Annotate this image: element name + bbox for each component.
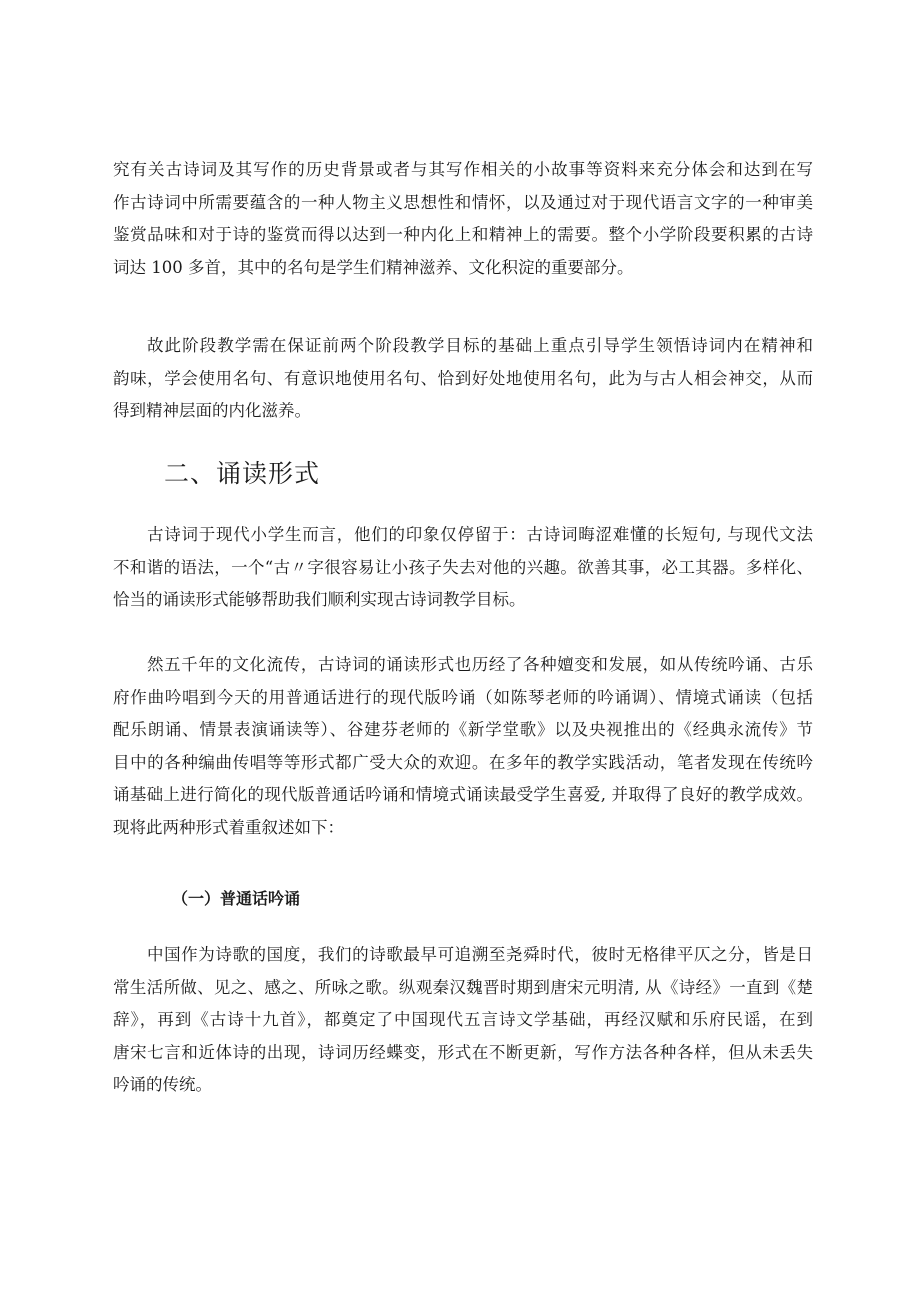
section-heading: 二、诵读形式 [164, 459, 321, 488]
paragraph-line: 常生活所做、见之、感之、所咏之歌。纵观秦汉魏晋时期到唐宋元明清, 从《诗经》一直到《楚 [113, 977, 813, 997]
paragraph-line: 鉴赏品味和对于诗的鉴赏而得以达到一种内化上和精神上的需要。整个小学阶段要积累的古诗 [113, 225, 813, 244]
paragraph-line: 现将此两种形式着重叙述如下： [113, 817, 344, 837]
subsection-heading: （一）普通话吟诵 [172, 889, 301, 908]
paragraph-line: 不和谐的语法，一个“古〃字很容易让小孩子失去对他的兴趣。欲善其事，必工其器。多样化、 [113, 557, 813, 577]
paragraph-line: 古诗词于现代小学生而言，他们的印象仅停留于：古诗词晦涩难懂的长短句, 与现代文法 [147, 525, 813, 544]
paragraph-line: 目中的各种编曲传唱等等形式都广受大众的欢迎。在多年的教学实践活动，笔者发现在传统吟 [113, 752, 813, 772]
paragraph-line: 恰当的诵读形式能够帮助我们顺利实现古诗词教学目标。 [113, 590, 526, 609]
paragraph-line: 词达 100 多首，其中的名句是学生们精神滋养、文化积淀的重要部分。 [113, 257, 634, 277]
paragraph-line: 配乐朗诵、情景表演诵读等）、谷建芬老师的《新学堂歌》以及央视推出的《经典永流传》节 [113, 720, 813, 739]
paragraph-3 [113, 519, 813, 617]
paragraph-4 [113, 649, 813, 844]
paragraph-1 [113, 154, 813, 284]
paragraph-line: 辞》，再到《古诗十九首》，都奠定了中国现代五言诗文学基础，再经汉赋和乐府民谣，在到 [113, 1010, 813, 1029]
paragraph-line: 唐宋七言和近体诗的出现，诗词历经蝶变，形式在不断更新，写作方法各种各样，但从未丢失 [113, 1042, 813, 1062]
paragraph-2 [113, 330, 813, 428]
paragraph-line: 故此阶段教学需在保证前两个阶段教学目标的基础上重点引导学生领悟诗词内在精神和 [147, 336, 813, 355]
paragraph-line: 然五千年的文化流传，古诗词的诵读形式也历经了各种嬗变和发展，如从传统吟诵、古乐 [147, 655, 813, 674]
paragraph-line: 得到精神层面的内化滋养。 [113, 401, 311, 420]
paragraph-line: 府作曲吟唱到今天的用普通话进行的现代版吟诵（如陈琴老师的吟诵调）、情境式诵读（包括 [113, 687, 813, 707]
paragraph-5 [113, 939, 813, 1102]
paragraph-line: 究有关古诗词及其写作的历史背景或者与其写作相关的小故事等资料来充分体会和达到在写 [113, 160, 813, 179]
paragraph-line: 中国作为诗歌的国度，我们的诗歌最早可追溯至尧舜时代，彼时无格律平仄之分，皆是日 [147, 945, 813, 964]
paragraph-line: 韵味，学会使用名句、有意识地使用名句、恰到好处地使用名句，此为与古人相会神交，从而 [113, 368, 813, 388]
paragraph-line: 诵基础上进行简化的现代版普通话吟诵和情境式诵读最受学生喜爱, 并取得了良好的教学成效。 [113, 785, 813, 804]
paragraph-line: 作古诗词中所需要蕴含的一种人物主义思想性和情怀，以及通过对于现代语言文字的一种审美 [113, 192, 813, 212]
paragraph-line: 吟诵的传统。 [113, 1075, 212, 1094]
